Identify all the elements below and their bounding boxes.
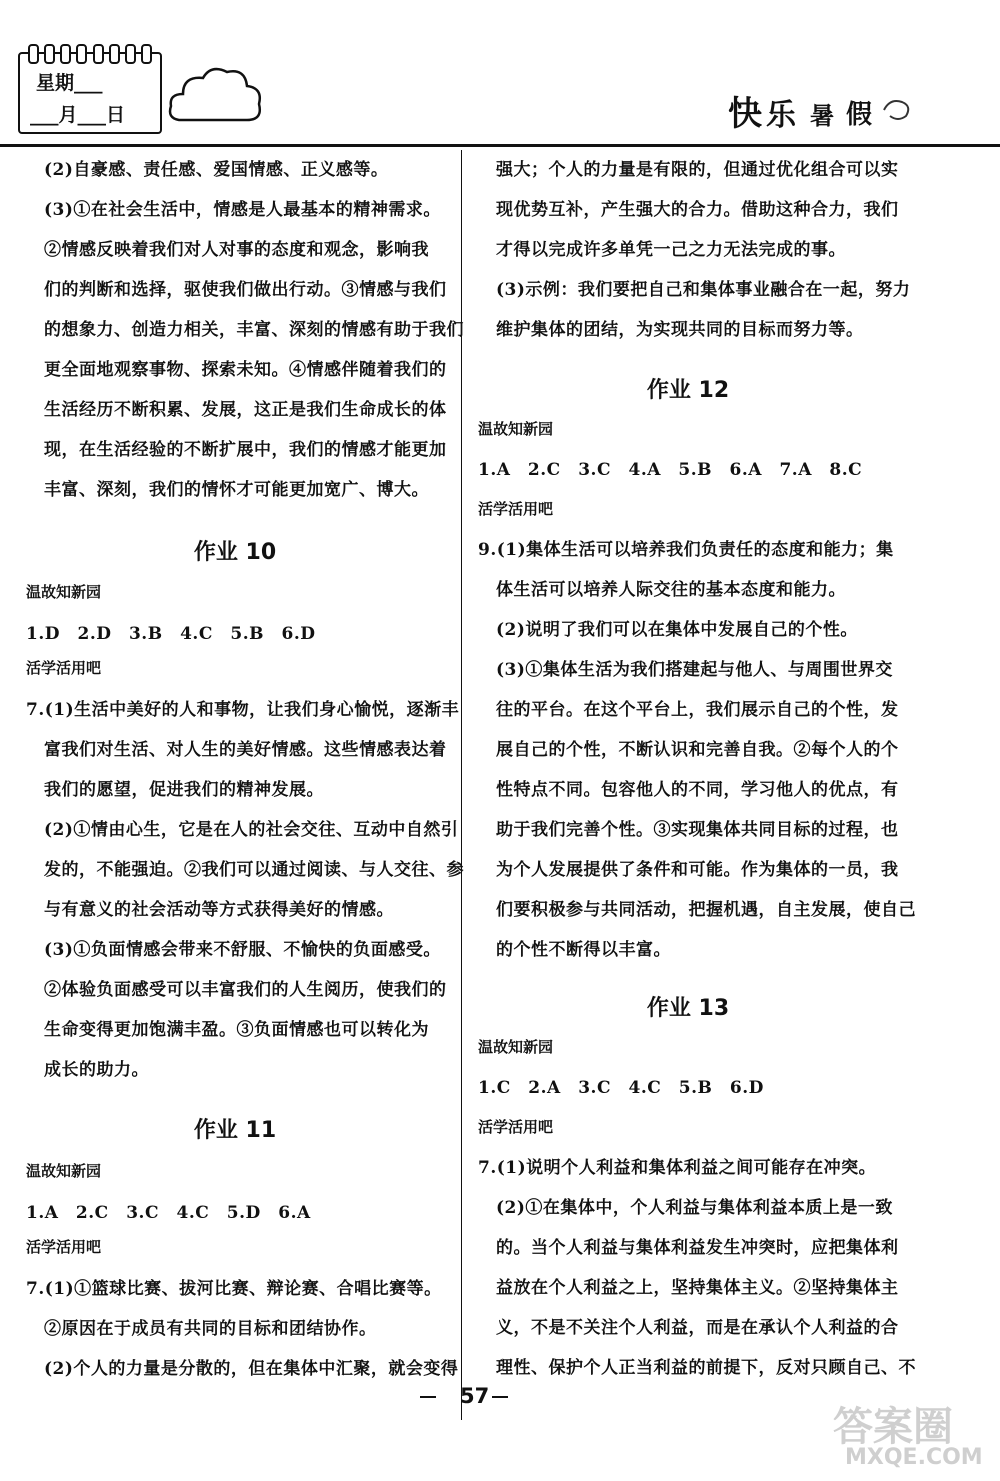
calendar-week: 星期___	[36, 72, 103, 94]
footer-dash-right	[492, 1396, 508, 1398]
page-header	[0, 0, 1000, 150]
text-line: 7.(1)说明个人利益和集体利益之间可能存在冲突。	[478, 1158, 877, 1178]
text-line: (3)示例：我们要把自己和集体事业融合在一起，努力	[496, 280, 911, 300]
text-line: 1.A 2.C 3.C 4.A 5.B 6.A 7.A 8.C	[478, 460, 863, 480]
text-line: 成长的助力。	[44, 1060, 149, 1080]
subsection-label: 活学活用吧	[478, 1118, 554, 1136]
subsection-label: 温故知新园	[26, 583, 102, 601]
text-line: 丰富、深刻，我们的情怀才可能更加宽广、博大。	[44, 480, 429, 500]
text-line: 强大；个人的力量是有限的，但通过优化组合可以实	[496, 160, 899, 180]
text-line: (2)①在集体中，个人利益与集体利益本质上是一致	[496, 1198, 893, 1218]
subsection-label: 温故知新园	[26, 1162, 102, 1180]
section-heading: 作业 11	[193, 1118, 277, 1143]
subsection-label: 活学活用吧	[26, 659, 102, 677]
text-line: (3)①在社会生活中，情感是人最基本的精神需求。	[44, 200, 441, 220]
calendar-rings	[28, 44, 152, 64]
text-line: 的想象力、创造力相关，丰富、深刻的情感有助于我们	[44, 320, 464, 340]
brand-char-1: 快	[728, 94, 762, 134]
text-line: 为个人发展提供了条件和可能。作为集体的一员，我	[496, 860, 899, 880]
text-line: 助于我们完善个性。③实现集体共同目标的过程，也	[496, 820, 899, 840]
swirl-icon	[880, 94, 916, 124]
brand-char-4: 假	[846, 100, 873, 130]
text-line: 现，在生活经验的不断扩展中，我们的情感才能更加	[44, 440, 447, 460]
text-line: 7.(1)①篮球比赛、拔河比赛、辩论赛、合唱比赛等。	[26, 1279, 442, 1299]
text-line: 1.A 2.C 3.C 4.C 5.D 6.A	[26, 1203, 311, 1223]
cloud-icon	[165, 60, 265, 132]
text-line: ②体验负面感受可以丰富我们的人生阅历，使我们的	[44, 980, 447, 1000]
footer-dash-left	[420, 1396, 436, 1398]
brand-logo	[728, 86, 948, 136]
section-heading: 作业 12	[646, 378, 730, 403]
subsection-label: 活学活用吧	[26, 1238, 102, 1256]
watermark-bottom: MXQE.COM	[845, 1445, 983, 1470]
watermark-logo	[825, 1395, 995, 1475]
text-line: (2)个人的力量是分散的，但在集体中汇聚，就会变得	[44, 1359, 459, 1379]
text-line: 展自己的个性，不断认识和完善自我。②每个人的个	[496, 740, 899, 760]
text-line: 的个性不断得以丰富。	[496, 940, 671, 960]
text-line: ②情感反映着我们对人对事的态度和观念，影响我	[44, 240, 429, 260]
text-line: (2)①情由心生，它是在人的社会交往、互动中自然引	[44, 820, 459, 840]
text-line: (3)①集体生活为我们搭建起与他人、与周围世界交	[496, 660, 893, 680]
subsection-label: 活学活用吧	[478, 500, 554, 518]
section-heading: 作业 10	[193, 540, 277, 565]
page-number: 57	[460, 1384, 490, 1408]
text-line: 1.C 2.A 3.C 4.C 5.B 6.D	[478, 1078, 764, 1098]
text-line: 们的判断和选择，驱使我们做出行动。③情感与我们	[44, 280, 447, 300]
text-line: 的。当个人利益与集体利益发生冲突时，应把集体利	[496, 1238, 899, 1258]
section-heading: 作业 13	[646, 996, 730, 1021]
subsection-label: 温故知新园	[478, 1038, 554, 1056]
text-line: 现优势互补，产生强大的合力。借助这种合力，我们	[496, 200, 899, 220]
text-line: 与有意义的社会活动等方式获得美好的情感。	[44, 900, 394, 920]
calendar-box	[18, 52, 162, 134]
text-line: 理性、保护个人正当利益的前提下，反对只顾自己、不	[496, 1358, 916, 1378]
header-rule	[0, 144, 1000, 147]
text-line: ②原因在于成员有共同的目标和团结协作。	[44, 1319, 377, 1339]
text-line: 发的，不能强迫。②我们可以通过阅读、与人交往、参	[44, 860, 464, 880]
text-line: 益放在个人利益之上，坚持集体主义。②坚持集体主	[496, 1278, 899, 1298]
text-line: 体生活可以培养人际交往的基本态度和能力。	[496, 580, 846, 600]
text-line: 富我们对生活、对人生的美好情感。这些情感表达着	[44, 740, 447, 760]
text-line: 生命变得更加饱满丰盈。③负面情感也可以转化为	[44, 1020, 429, 1040]
column-divider	[461, 150, 462, 1420]
calendar-date: ___月___日	[30, 104, 126, 126]
text-line: 1.D 2.D 3.B 4.C 5.B 6.D	[26, 624, 316, 644]
text-line: 才得以完成许多单凭一己之力无法完成的事。	[496, 240, 846, 260]
brand-char-3: 暑	[810, 102, 834, 130]
text-line: 我们的愿望，促进我们的精神发展。	[44, 780, 324, 800]
text-line: 9.(1)集体生活可以培养我们负责任的态度和能力；集	[478, 540, 894, 560]
text-line: (2)自豪感、责任感、爱国情感、正义感等。	[44, 160, 389, 180]
text-line: 性特点不同。包容他人的不同，学习他人的优点，有	[496, 780, 899, 800]
text-line: 生活经历不断积累、发展，这正是我们生命成长的体	[44, 400, 447, 420]
text-line: (3)①负面情感会带来不舒服、不愉快的负面感受。	[44, 940, 441, 960]
text-line: (2)说明了我们可以在集体中发展自己的个性。	[496, 620, 858, 640]
subsection-label: 温故知新园	[478, 420, 554, 438]
brand-char-2: 乐	[766, 98, 796, 133]
watermark-top: 答案圈	[833, 1404, 953, 1450]
text-line: 义，不是不关注个人利益，而是在承认个人利益的合	[496, 1318, 899, 1338]
text-line: 7.(1)生活中美好的人和事物，让我们身心愉悦，逐渐丰	[26, 700, 460, 720]
text-line: 们要积极参与共同活动，把握机遇，自主发展，使自己	[496, 900, 916, 920]
text-line: 更全面地观察事物、探索未知。④情感伴随着我们的	[44, 360, 447, 380]
text-line: 往的平台。在这个平台上，我们展示自己的个性，发	[496, 700, 899, 720]
text-line: 维护集体的团结，为实现共同的目标而努力等。	[496, 320, 864, 340]
